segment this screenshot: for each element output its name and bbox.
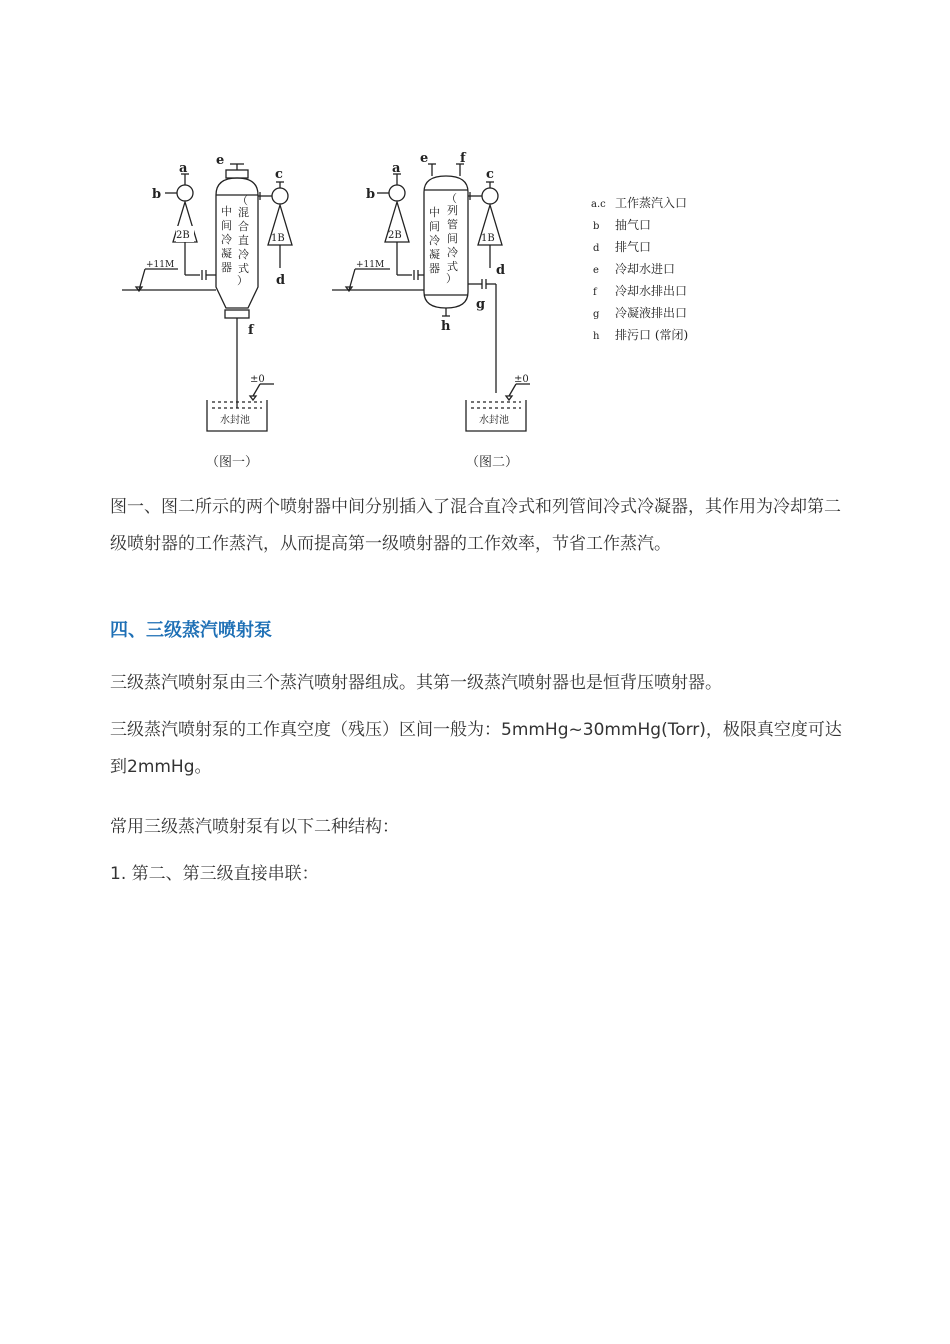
figure-one (122, 164, 292, 431)
legend-key-3: e (593, 265, 599, 276)
condenser-paren-2-3: 管 (447, 218, 458, 231)
label-b-fig1: b (152, 187, 162, 202)
label-2b-fig2: 2B (388, 230, 402, 241)
legend-label-0: 工作蒸汽入口 (615, 196, 688, 210)
condenser-paren-2-5: 冷 (447, 246, 458, 259)
legend-label-3: 冷却水进口 (615, 262, 676, 276)
condenser-paren-2-1: （ (446, 192, 457, 205)
condenser-paren-1-4: 直 (238, 234, 249, 247)
condenser-text-1-2: 间 (221, 219, 232, 232)
condenser-paren-2-6: 式 (447, 260, 458, 273)
section-heading: 四、三级蒸汽喷射泵 (110, 620, 272, 641)
condenser-paren-2-2: 列 (447, 204, 458, 217)
condenser-paren-1-3: 合 (238, 220, 249, 233)
ejector-1b-fig2 (468, 182, 502, 268)
legend (591, 195, 688, 342)
legend-label-6: 排污口 (常闭) (615, 328, 689, 342)
condenser-paren-1-2: 混 (238, 206, 249, 219)
legend-key-6: h (593, 331, 600, 342)
condenser-paren-2-4: 间 (447, 232, 458, 245)
ejector-diagram-figure (110, 150, 730, 480)
ejector-1b-fig1 (258, 182, 292, 268)
legend-label-4: 冷却水排出口 (615, 284, 688, 298)
paragraph-structures: 常用三级蒸汽喷射泵有以下二种结构： (110, 817, 399, 837)
label-f-fig2: f (460, 151, 466, 166)
condenser-text-2-1: 中 (429, 206, 440, 219)
label-c-fig2: c (486, 167, 494, 182)
label-g-fig2: g (476, 297, 486, 312)
condenser-paren-1-7: ） (237, 274, 248, 287)
condenser-paren-2-7: ） (446, 272, 457, 285)
paragraph-three-stage-intro: 三级蒸汽喷射泵由三个蒸汽喷射器组成。其第一级蒸汽喷射器也是恒背压喷射器。 (110, 673, 722, 693)
figure-two-caption: （图二） (466, 455, 519, 470)
label-a-fig2: a (392, 161, 401, 176)
label-c-fig1: c (275, 167, 283, 182)
label-1b-fig2: 1B (481, 233, 495, 244)
pool-label-fig1: 水封池 (220, 415, 250, 426)
legend-key-5: g (593, 309, 600, 320)
condenser-text-1-4: 凝 (221, 247, 232, 260)
condenser-paren-1-6: 式 (238, 262, 249, 275)
figure-two (332, 164, 530, 431)
level-0-fig2: ±0 (514, 374, 529, 385)
legend-key-0: a.c (591, 199, 606, 210)
legend-label-2: 排气口 (615, 240, 652, 254)
condenser-text-1-3: 冷 (221, 233, 232, 246)
condenser-text-2-4: 凝 (429, 248, 440, 261)
condenser-text-2-3: 冷 (429, 234, 440, 247)
condenser-vessel-fig2 (424, 164, 496, 393)
label-e-fig1: e (216, 153, 225, 168)
legend-key-2: d (593, 243, 600, 254)
paragraph-vacuum-range: 三级蒸汽喷射泵的工作真空度（残压）区间一般为：5mmHg~30mmHg(Torr)，极限真空度可达到2mmHg。 (110, 720, 842, 777)
condenser-text-2-2: 间 (429, 220, 440, 233)
figure-one-caption: （图一） (206, 455, 259, 470)
ejector-diagram-svg (110, 150, 730, 480)
label-a-fig1: a (179, 161, 188, 176)
condenser-text-1-5: 器 (221, 261, 232, 274)
condenser-text-2-5: 器 (429, 262, 440, 275)
pool-label-fig2: 水封池 (479, 415, 509, 426)
label-f-fig1: f (248, 323, 254, 338)
legend-label-1: 抽气口 (615, 218, 652, 232)
label-e-fig2: e (420, 151, 429, 166)
label-h-fig2: h (441, 319, 451, 334)
legend-key-1: b (593, 221, 600, 232)
condenser-text-1-1: 中 (221, 205, 232, 218)
condenser-paren-1-5: 冷 (238, 248, 249, 261)
label-d-fig2: d (496, 263, 506, 278)
list-item-direct-series: 1. 第二、第三级直接串联： (110, 864, 319, 884)
legend-key-4: f (593, 287, 597, 298)
label-2b-fig1: 2B (176, 230, 190, 241)
condenser-paren-1-1: （ (237, 194, 248, 207)
level-11m-fig1: +11M (146, 260, 175, 270)
level-11m-fig2: +11M (356, 260, 385, 270)
label-d-fig1: d (276, 273, 286, 288)
label-b-fig2: b (366, 187, 376, 202)
legend-label-5: 冷凝液排出口 (615, 306, 688, 320)
label-1b-fig1: 1B (271, 233, 285, 244)
paragraph-condenser-explanation: 图一、图二所示的两个喷射器中间分别插入了混合直冷式和列管间冷式冷凝器，其作用为冷却第二级喷射器的工作蒸汽，从而提高第一级喷射器的工作效率，节省工作蒸汽。 (110, 497, 841, 554)
level-0-fig1: ±0 (250, 374, 265, 385)
